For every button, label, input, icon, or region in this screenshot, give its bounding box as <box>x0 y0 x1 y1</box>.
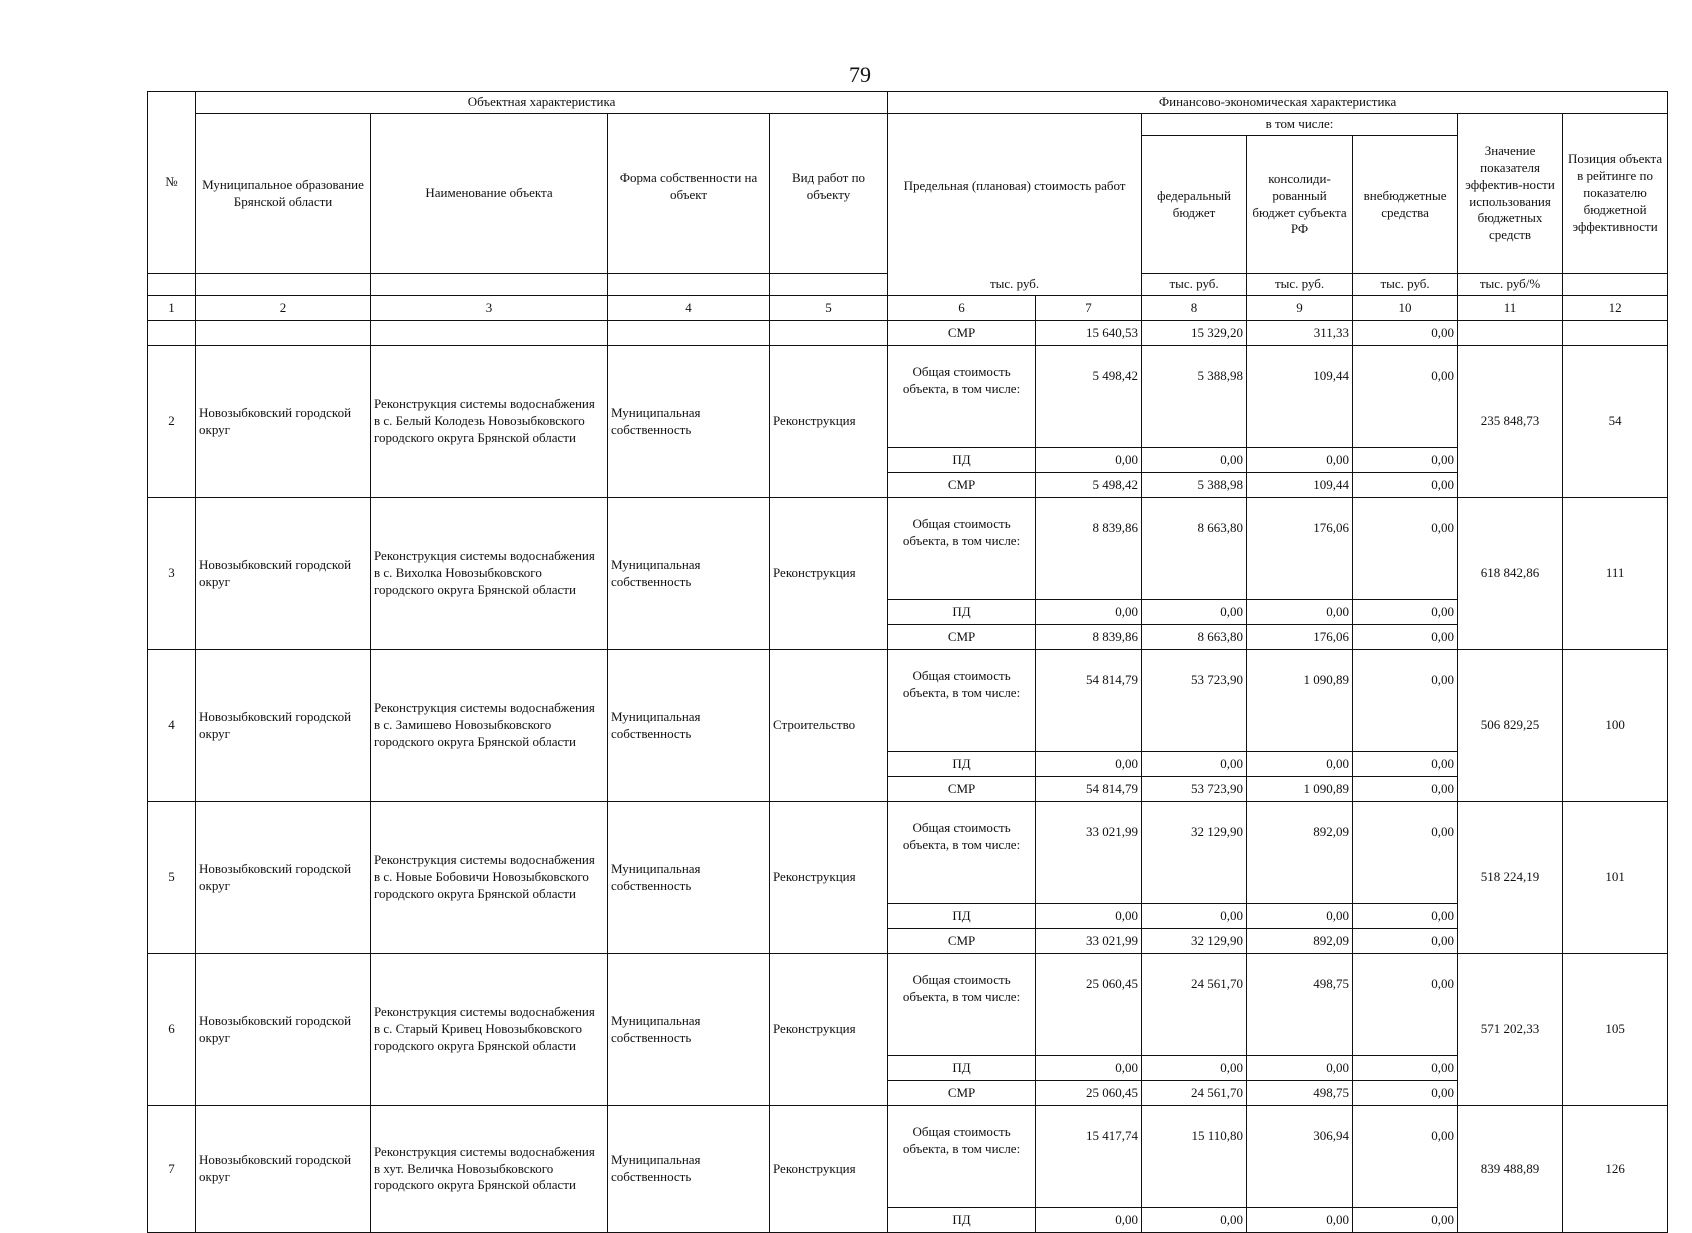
smr-federal: 8 663,80 <box>1142 625 1247 650</box>
total-regional: 176,06 <box>1247 498 1353 600</box>
pd-cost: 0,00 <box>1036 448 1142 473</box>
header-including: в том числе: <box>1142 114 1458 136</box>
pd-federal: 0,00 <box>1142 600 1247 625</box>
work-type-cell: Строительство <box>770 650 888 802</box>
total-regional: 892,09 <box>1247 802 1353 904</box>
object-name-cell: Реконструкция системы водоснабжения в хут. Величка Новозыбковского городского округа Брянской области <box>371 1106 608 1233</box>
continued-smr-row <box>148 321 1668 346</box>
row-number: 4 <box>148 650 196 802</box>
column-number: 5 <box>770 296 888 321</box>
efficiency-cell: 618 842,86 <box>1458 498 1563 650</box>
total-cost: 15 417,74 <box>1036 1106 1142 1208</box>
total-federal: 32 129,90 <box>1142 802 1247 904</box>
pd-regional: 0,00 <box>1247 600 1353 625</box>
ownership-cell: Муниципальная собственность <box>608 498 770 650</box>
header-rank: Позиция объекта в рейтинге по показателю бюджетной эффективности <box>1563 114 1668 274</box>
total-label: Общая стоимость объекта, в том числе: <box>888 498 1036 600</box>
smr-cost: 54 814,79 <box>1036 777 1142 802</box>
header-group-object: Объектная характеристика <box>196 92 888 114</box>
municipality-cell: Новозыбковский городской округ <box>196 498 371 650</box>
smr-cost: 15 640,53 <box>1036 321 1142 346</box>
pd-federal: 0,00 <box>1142 1208 1247 1233</box>
ownership-cell: Муниципальная собственность <box>608 954 770 1106</box>
pd-cost: 0,00 <box>1036 752 1142 777</box>
row-number: 2 <box>148 346 196 498</box>
header-offbudget: внебюджетные средства <box>1353 136 1458 274</box>
smr-federal: 5 388,98 <box>1142 473 1247 498</box>
table-row <box>148 498 1668 600</box>
header-group-finance: Финансово-экономическая характеристика <box>888 92 1668 114</box>
municipality-cell: Новозыбковский городской округ <box>196 650 371 802</box>
total-label: Общая стоимость объекта, в том числе: <box>888 1106 1036 1208</box>
smr-regional: 311,33 <box>1247 321 1353 346</box>
work-type-cell: Реконструкция <box>770 346 888 498</box>
rank-cell: 126 <box>1563 1106 1668 1233</box>
pd-federal: 0,00 <box>1142 904 1247 929</box>
unit-regional: тыс. руб. <box>1247 274 1353 296</box>
column-number: 7 <box>1036 296 1142 321</box>
total-label: Общая стоимость объекта, в том числе: <box>888 802 1036 904</box>
header-object-name: Наименование объекта <box>371 114 608 274</box>
total-offbudget: 0,00 <box>1353 802 1458 904</box>
smr-offbudget: 0,00 <box>1353 777 1458 802</box>
pd-offbudget: 0,00 <box>1353 1056 1458 1081</box>
column-number: 1 <box>148 296 196 321</box>
pd-label: ПД <box>888 600 1036 625</box>
header-municipality: Муниципальное образование Брянской области <box>196 114 371 274</box>
smr-label: СМР <box>888 777 1036 802</box>
unit-federal: тыс. руб. <box>1142 274 1247 296</box>
header-work-type: Вид работ по объекту <box>770 114 888 274</box>
column-number: 9 <box>1247 296 1353 321</box>
total-regional: 498,75 <box>1247 954 1353 1056</box>
work-type-cell: Реконструкция <box>770 954 888 1106</box>
total-label: Общая стоимость объекта, в том числе: <box>888 346 1036 448</box>
row-number: 3 <box>148 498 196 650</box>
table-row <box>148 954 1668 1056</box>
total-federal: 53 723,90 <box>1142 650 1247 752</box>
pd-offbudget: 0,00 <box>1353 904 1458 929</box>
smr-label: СМР <box>888 473 1036 498</box>
pd-label: ПД <box>888 752 1036 777</box>
object-name-cell: Реконструкция системы водоснабжения в с. Замишево Новозыбковского городского округа Брянской области <box>371 650 608 802</box>
header-ownership: Форма собственности на объект <box>608 114 770 274</box>
total-offbudget: 0,00 <box>1353 954 1458 1056</box>
pd-offbudget: 0,00 <box>1353 752 1458 777</box>
ownership-cell: Муниципальная собственность <box>608 802 770 954</box>
smr-cost: 33 021,99 <box>1036 929 1142 954</box>
ownership-cell: Муниципальная собственность <box>608 346 770 498</box>
municipality-cell: Новозыбковский городской округ <box>196 954 371 1106</box>
column-number: 10 <box>1353 296 1458 321</box>
total-cost: 5 498,42 <box>1036 346 1142 448</box>
header-number: № <box>148 92 196 274</box>
total-regional: 306,94 <box>1247 1106 1353 1208</box>
column-number: 2 <box>196 296 371 321</box>
pd-label: ПД <box>888 904 1036 929</box>
smr-regional: 498,75 <box>1247 1081 1353 1106</box>
municipality-cell: Новозыбковский городской округ <box>196 1106 371 1233</box>
smr-federal: 24 561,70 <box>1142 1081 1247 1106</box>
rank-cell: 105 <box>1563 954 1668 1106</box>
total-cost: 54 814,79 <box>1036 650 1142 752</box>
header-federal: федеральный бюджет <box>1142 136 1247 274</box>
total-regional: 1 090,89 <box>1247 650 1353 752</box>
smr-regional: 1 090,89 <box>1247 777 1353 802</box>
total-federal: 15 110,80 <box>1142 1106 1247 1208</box>
total-federal: 8 663,80 <box>1142 498 1247 600</box>
pd-regional: 0,00 <box>1247 448 1353 473</box>
pd-label: ПД <box>888 1208 1036 1233</box>
total-federal: 5 388,98 <box>1142 346 1247 448</box>
efficiency-cell: 839 488,89 <box>1458 1106 1563 1233</box>
object-name-cell: Реконструкция системы водоснабжения в с. Новые Бобовичи Новозыбковского городского округа Брянской области <box>371 802 608 954</box>
row-number: 7 <box>148 1106 196 1233</box>
pd-regional: 0,00 <box>1247 1056 1353 1081</box>
total-label: Общая стоимость объекта, в том числе: <box>888 954 1036 1056</box>
budget-efficiency-table <box>147 91 1668 1233</box>
efficiency-cell: 571 202,33 <box>1458 954 1563 1106</box>
object-name-cell: Реконструкция системы водоснабжения в с. Белый Колодезь Новозыбковского городского округа Брянской области <box>371 346 608 498</box>
rank-cell: 54 <box>1563 346 1668 498</box>
smr-offbudget: 0,00 <box>1353 1081 1458 1106</box>
pd-cost: 0,00 <box>1036 1208 1142 1233</box>
total-cost: 25 060,45 <box>1036 954 1142 1056</box>
smr-regional: 109,44 <box>1247 473 1353 498</box>
municipality-cell: Новозыбковский городской округ <box>196 802 371 954</box>
smr-cost: 5 498,42 <box>1036 473 1142 498</box>
pd-regional: 0,00 <box>1247 752 1353 777</box>
ownership-cell: Муниципальная собственность <box>608 1106 770 1233</box>
work-type-cell: Реконструкция <box>770 498 888 650</box>
work-type-cell: Реконструкция <box>770 802 888 954</box>
pd-offbudget: 0,00 <box>1353 448 1458 473</box>
total-offbudget: 0,00 <box>1353 650 1458 752</box>
page-number: 79 <box>849 62 871 87</box>
smr-federal: 53 723,90 <box>1142 777 1247 802</box>
total-cost: 33 021,99 <box>1036 802 1142 904</box>
pd-regional: 0,00 <box>1247 904 1353 929</box>
rank-cell: 101 <box>1563 802 1668 954</box>
total-federal: 24 561,70 <box>1142 954 1247 1056</box>
pd-label: ПД <box>888 448 1036 473</box>
column-number: 12 <box>1563 296 1668 321</box>
smr-offbudget: 0,00 <box>1353 473 1458 498</box>
table-row <box>148 802 1668 904</box>
column-number: 11 <box>1458 296 1563 321</box>
smr-regional: 176,06 <box>1247 625 1353 650</box>
total-offbudget: 0,00 <box>1353 1106 1458 1208</box>
efficiency-cell: 518 224,19 <box>1458 802 1563 954</box>
municipality-cell: Новозыбковский городской округ <box>196 346 371 498</box>
total-cost: 8 839,86 <box>1036 498 1142 600</box>
object-name-cell: Реконструкция системы водоснабжения в с. Старый Кривец Новозыбковского городского округа Брянской области <box>371 954 608 1106</box>
smr-offbudget: 0,00 <box>1353 321 1458 346</box>
table-row <box>148 1106 1668 1208</box>
pd-federal: 0,00 <box>1142 1056 1247 1081</box>
unit-offbudget: тыс. руб. <box>1353 274 1458 296</box>
header-regional: консолиди-рованный бюджет субъекта РФ <box>1247 136 1353 274</box>
column-number: 8 <box>1142 296 1247 321</box>
smr-regional: 892,09 <box>1247 929 1353 954</box>
unit-cost: тыс. руб. <box>888 274 1142 296</box>
pd-cost: 0,00 <box>1036 904 1142 929</box>
rank-cell: 111 <box>1563 498 1668 650</box>
pd-federal: 0,00 <box>1142 752 1247 777</box>
pd-federal: 0,00 <box>1142 448 1247 473</box>
column-number: 3 <box>371 296 608 321</box>
pd-offbudget: 0,00 <box>1353 1208 1458 1233</box>
column-number: 6 <box>888 296 1036 321</box>
smr-cost: 8 839,86 <box>1036 625 1142 650</box>
total-regional: 109,44 <box>1247 346 1353 448</box>
efficiency-cell: 235 848,73 <box>1458 346 1563 498</box>
smr-cost: 25 060,45 <box>1036 1081 1142 1106</box>
table-row <box>148 346 1668 448</box>
smr-label: СМР <box>888 625 1036 650</box>
ownership-cell: Муниципальная собственность <box>608 650 770 802</box>
smr-offbudget: 0,00 <box>1353 929 1458 954</box>
column-number: 4 <box>608 296 770 321</box>
row-number: 6 <box>148 954 196 1106</box>
pd-cost: 0,00 <box>1036 1056 1142 1081</box>
total-offbudget: 0,00 <box>1353 346 1458 448</box>
smr-label: СМР <box>888 1081 1036 1106</box>
row-number: 5 <box>148 802 196 954</box>
header-efficiency: Значение показателя эффектив-ности использования бюджетных средств <box>1458 114 1563 274</box>
pd-cost: 0,00 <box>1036 600 1142 625</box>
smr-label: СМР <box>888 929 1036 954</box>
pd-label: ПД <box>888 1056 1036 1081</box>
total-offbudget: 0,00 <box>1353 498 1458 600</box>
column-numbers-row <box>148 296 1668 321</box>
table-row <box>148 650 1668 752</box>
smr-offbudget: 0,00 <box>1353 625 1458 650</box>
object-name-cell: Реконструкция системы водоснабжения в с. Вихолка Новозыбковского городского округа Брянской области <box>371 498 608 650</box>
smr-federal: 15 329,20 <box>1142 321 1247 346</box>
header-cost: Предельная (плановая) стоимость работ <box>888 114 1142 274</box>
smr-label: СМР <box>888 321 1036 346</box>
total-label: Общая стоимость объекта, в том числе: <box>888 650 1036 752</box>
pd-offbudget: 0,00 <box>1353 600 1458 625</box>
efficiency-cell: 506 829,25 <box>1458 650 1563 802</box>
work-type-cell: Реконструкция <box>770 1106 888 1233</box>
unit-efficiency: тыс. руб/% <box>1458 274 1563 296</box>
smr-federal: 32 129,90 <box>1142 929 1247 954</box>
pd-regional: 0,00 <box>1247 1208 1353 1233</box>
rank-cell: 100 <box>1563 650 1668 802</box>
